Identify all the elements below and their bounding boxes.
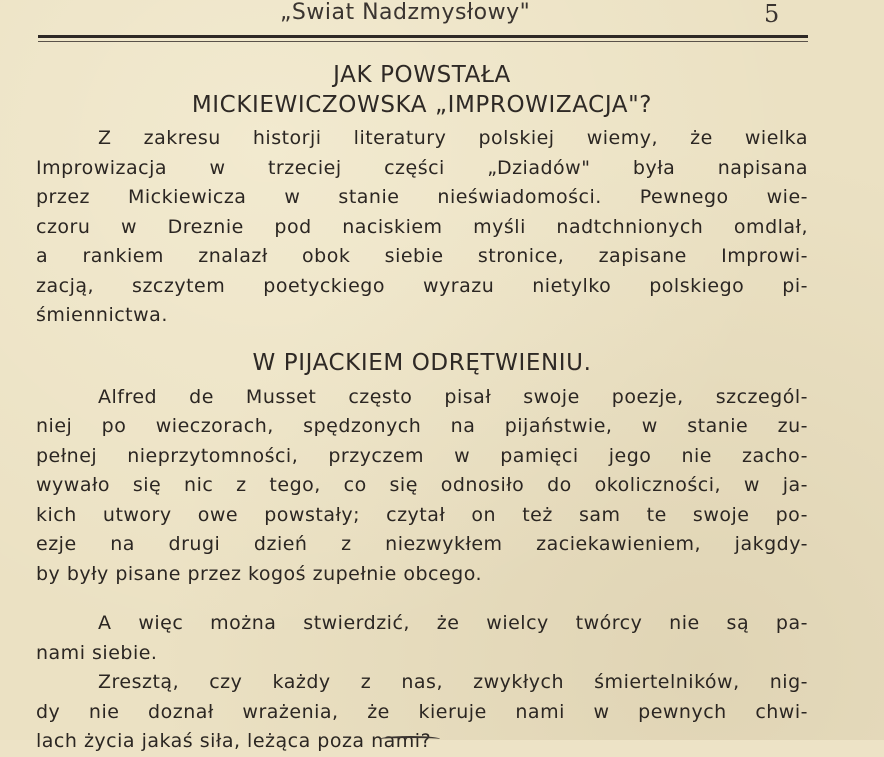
text-line: wywało się nic z tego, co się odnosiło do okoliczności, w ja-	[36, 474, 808, 496]
article2-paragraph-1	[36, 383, 808, 590]
article2-paragraph-3	[36, 668, 808, 757]
text-line: A więc można stwierdzić, że wielcy twórcy nie są pa-	[98, 612, 808, 634]
text-line: niej po wieczorach, spędzonych na pijaństwie, w stanie zu-	[36, 415, 808, 437]
text-line: kich utwory owe powstały; czytał on też sam te swoje po-	[36, 503, 808, 526]
text-line: by były pisane przez kogoś zupełnie obcego.	[36, 562, 483, 585]
text-line: zacją, szczytem poetyckiego wyrazu nietylko polskiego pi-	[36, 274, 808, 297]
text-line: lach życia jakaś siła, leżąca poza nami?	[36, 730, 432, 752]
text-line: Alfred de Musset często pisał swoje poezje, szczegól-	[98, 385, 808, 408]
text-line: Improwizacja w trzeciej części „Dziadów" była napisana	[36, 156, 808, 179]
article1-title-line2: MICKIEWICZOWSKA „IMPROWIZACJA"?	[191, 92, 653, 118]
header-rule-thin	[38, 41, 808, 42]
text-line: przez Mickiewicza w stanie nieświadomości. Pewnego wie-	[36, 186, 808, 208]
text-line: nami siebie.	[36, 641, 158, 664]
next-heading-fragment	[380, 736, 440, 742]
article-column	[36, 60, 808, 757]
article1-title-line1: JAK POWSTAŁA	[333, 62, 511, 88]
text-line: dy nie doznał wrażenia, że kieruje nami w pewnych chwi-	[36, 700, 808, 723]
article2-paragraph-2	[36, 609, 808, 668]
article2-title: W PIJACKIEM ODRĘTWIENIU.	[252, 349, 592, 376]
text-line: śmiennictwa.	[36, 304, 168, 326]
paragraph-gap	[36, 589, 808, 609]
text-line: Zresztą, czy każdy z nas, zwykłych śmiertelników, nig-	[98, 671, 808, 693]
article1-paragraph	[36, 124, 808, 331]
page-number: 5	[764, 0, 780, 28]
header-rule-thick	[38, 35, 808, 38]
text-line: ezje na drugi dzień z niezwykłem zaciekawieniem, jakgdy-	[36, 533, 808, 555]
text-line: czoru w Dreznie pod naciskiem myśli nadtchnionych omdlał,	[36, 215, 808, 238]
text-line: pełnej nieprzytomności, przyczem w pamięci jego nie zacho-	[36, 444, 808, 467]
text-line: a rankiem znalazł obok siebie stronice, zapisane Improwi-	[36, 245, 808, 267]
running-head	[0, 0, 884, 30]
journal-title: „Swiat Nadzmysłowy"	[280, 0, 531, 25]
text-line: Z zakresu historji literatury polskiej wiemy, że wielka	[98, 127, 808, 149]
